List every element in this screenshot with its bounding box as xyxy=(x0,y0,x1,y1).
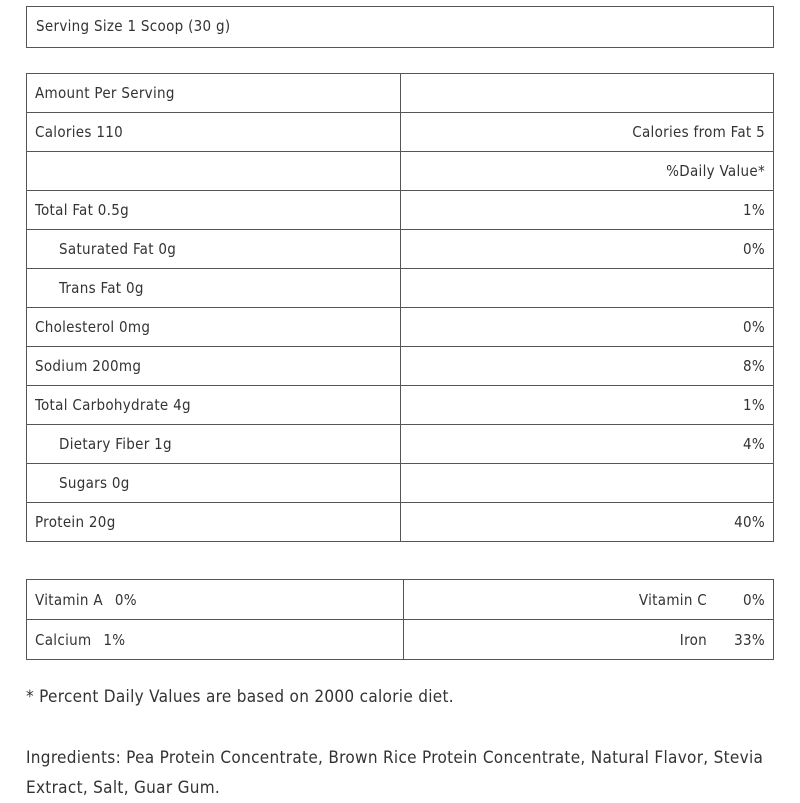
nutrient-row xyxy=(27,191,774,230)
nutrient-label: Total Fat 0.5g xyxy=(27,191,401,230)
iron-value: 33% xyxy=(734,630,765,649)
nutrient-label: Trans Fat 0g xyxy=(27,269,401,308)
daily-value-header: %Daily Value* xyxy=(401,152,774,191)
amount-per-serving-row xyxy=(27,74,774,113)
nutrient-label: Cholesterol 0mg xyxy=(27,308,401,347)
daily-value-header-row xyxy=(27,152,774,191)
vitamin-c-value: 0% xyxy=(742,590,765,609)
nutrient-dv: 1% xyxy=(401,386,774,425)
vitamins-minerals-table xyxy=(26,579,774,660)
daily-value-footnote: * Percent Daily Values are based on 2000 calorie diet. xyxy=(26,687,454,707)
nutrient-label: Saturated Fat 0g xyxy=(27,230,401,269)
nutrient-label: Total Carbohydrate 4g xyxy=(27,386,401,425)
empty-cell xyxy=(401,74,774,113)
nutrient-dv: 8% xyxy=(401,347,774,386)
vitamin-a-label: Vitamin A xyxy=(35,590,103,609)
nutrient-dv: 0% xyxy=(401,308,774,347)
vitamin-a-cell xyxy=(27,580,404,620)
serving-size: Serving Size 1 Scoop (30 g) xyxy=(36,17,231,35)
amount-per-serving: Amount Per Serving xyxy=(27,74,401,113)
nutrient-label: Dietary Fiber 1g xyxy=(27,425,401,464)
nutrient-dv: 4% xyxy=(401,425,774,464)
ingredients-text: Ingredients: Pea Protein Concentrate, Brown Rice Protein Concentrate, Natural Flavor, Stevia Extract, Salt, Guar Gum. xyxy=(26,748,764,798)
nutrient-dv: 40% xyxy=(401,503,774,542)
calories-from-fat: Calories from Fat 5 xyxy=(401,113,774,152)
nutrient-row xyxy=(27,230,774,269)
nutrient-row xyxy=(27,347,774,386)
iron-cell xyxy=(404,620,774,660)
nutrient-row xyxy=(27,425,774,464)
nutrient-row xyxy=(27,269,774,308)
nutrient-row xyxy=(27,503,774,542)
mineral-row xyxy=(27,620,774,660)
nutrient-dv xyxy=(401,464,774,503)
iron-label: Iron xyxy=(679,630,707,649)
nutrient-row xyxy=(27,386,774,425)
vitamin-c-cell xyxy=(404,580,774,620)
nutrient-label: Sugars 0g xyxy=(27,464,401,503)
calories: Calories 110 xyxy=(27,113,401,152)
vitamin-row xyxy=(27,580,774,620)
nutrition-facts-table xyxy=(26,73,774,542)
calcium-cell xyxy=(27,620,404,660)
calcium-label: Calcium xyxy=(35,630,92,649)
nutrient-row xyxy=(27,308,774,347)
nutrient-label: Sodium 200mg xyxy=(27,347,401,386)
nutrient-dv: 0% xyxy=(401,230,774,269)
calcium-value: 1% xyxy=(103,630,126,649)
serving-size-box xyxy=(26,6,774,48)
empty-cell xyxy=(27,152,401,191)
vitamin-c-label: Vitamin C xyxy=(638,590,707,609)
calories-row xyxy=(27,113,774,152)
nutrient-dv: 1% xyxy=(401,191,774,230)
vitamin-a-value: 0% xyxy=(114,590,137,609)
nutrient-label: Protein 20g xyxy=(27,503,401,542)
nutrient-dv xyxy=(401,269,774,308)
nutrient-row xyxy=(27,464,774,503)
